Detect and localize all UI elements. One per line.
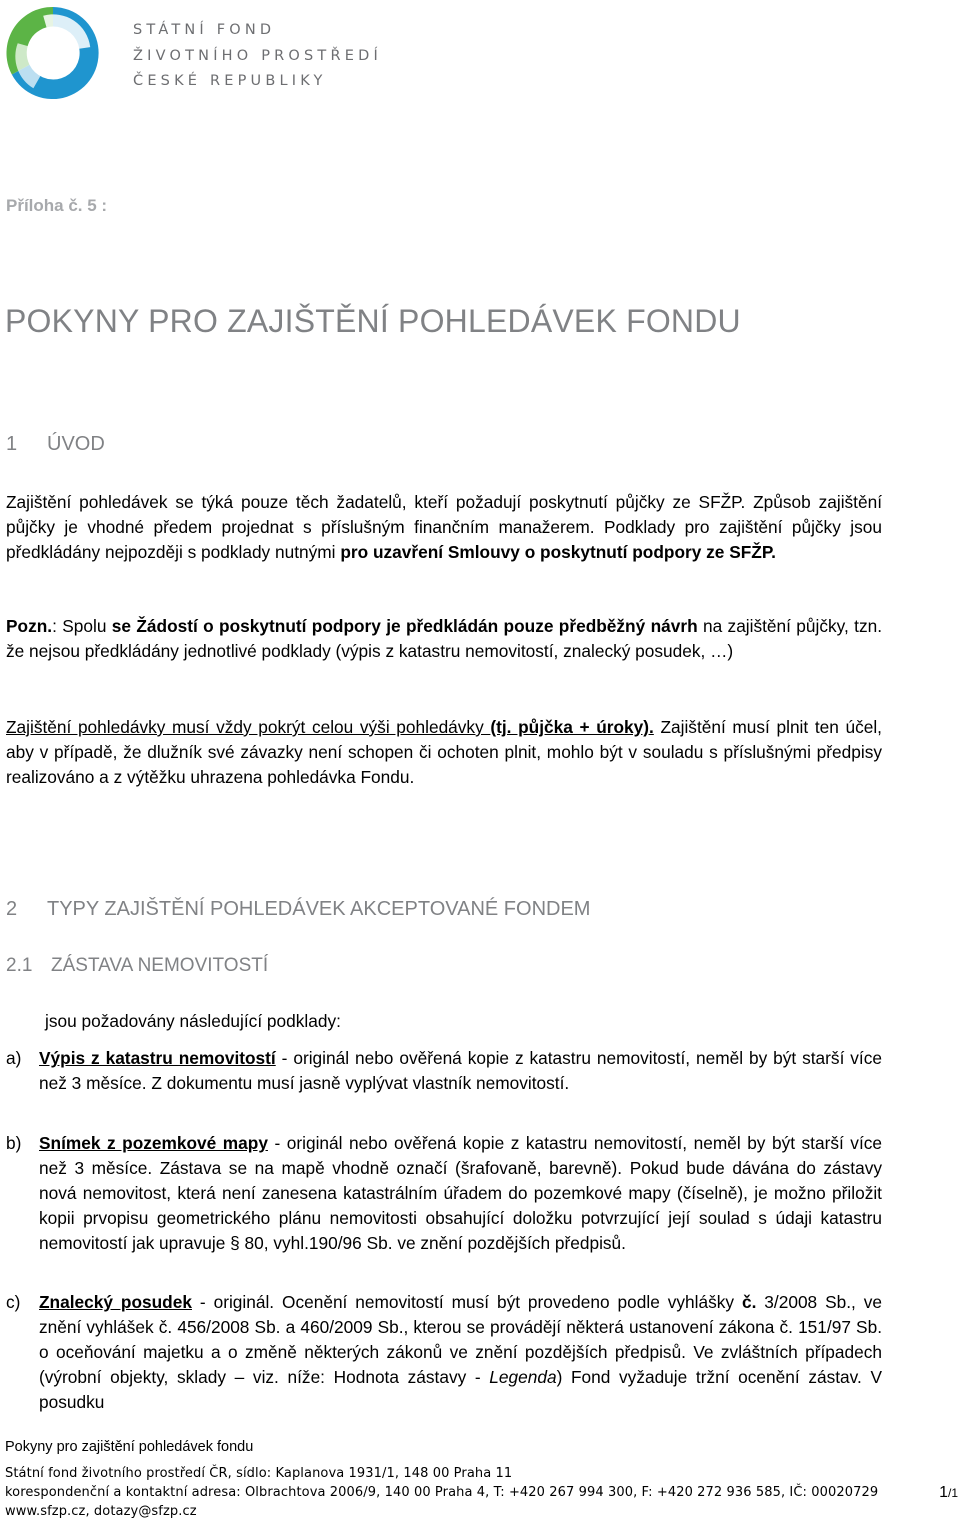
org-name-line-2: ŽIVOTNÍHO PROSTŘEDÍ	[133, 47, 382, 64]
org-name-line-3: ČESKÉ REPUBLIKY	[133, 73, 327, 89]
document-title: POKYNY PRO ZAJIŠTĚNÍ POHLEDÁVEK FONDU	[5, 303, 741, 339]
list-item-text: 3/2008 Sb., ve znění vyhlášek č. 456/2008 Sb. a 460/2009 Sb., kterou se provádějí některá ustanovení zákona č. 151/97 Sb. o oceňování majetku a o změně některých zákonů ve znění pozdějších předpisů. Ve zvláštních případech (výrobní objekty, sklady – viz. níže: Hodnota zástavy -	[39, 1292, 883, 1387]
section-1-heading	[6, 433, 105, 456]
footer-address-line: Státní fond životního prostředí ČR, sídlo: Kaplanova 1931/1, 148 00 Praha 11	[5, 1466, 513, 1481]
list-item-text-bold: č.	[741, 1292, 757, 1312]
list-item-label: c)	[6, 1292, 21, 1312]
intro-text-bold: pro uzavření Smlouvy o poskytnutí podpory ze SFŽP.	[340, 542, 776, 562]
list-item-text: - originál nebo ověřená kopie z katastru nemovitostí, neměl by být starší více než 3 měsíce. Z dokumentu musí jasně vyplývat vlastník nemovitostí.	[39, 1048, 882, 1093]
note-label: Pozn.	[6, 616, 53, 636]
requirements-intro: jsou požadovány následující podklady:	[45, 1011, 341, 1031]
coverage-paragraph	[6, 715, 882, 790]
footer-document-title: Pokyny pro zajištění pohledávek fondu	[5, 1439, 254, 1455]
section-2-heading	[6, 898, 590, 921]
section-2-number: 2	[6, 898, 18, 920]
subsection-2-1-heading	[6, 955, 268, 977]
footer-contact-line: korespondenční a kontaktní adresa: Olbrachtova 2006/9, 140 00 Praha 4, T: +420 267 994 300, F: +420 272 936 585, IČ: 00020729	[5, 1485, 879, 1500]
list-item-title: Výpis z katastru nemovitostí	[39, 1048, 276, 1068]
annex-label: Příloha č. 5 :	[6, 196, 108, 215]
list-item-text-italic: Legenda	[489, 1367, 557, 1387]
subsection-2-1-number: 2.1	[6, 955, 33, 976]
list-item-label: b)	[6, 1133, 22, 1153]
subsection-2-1-title: ZÁSTAVA NEMOVITOSTÍ	[51, 955, 269, 976]
sfzp-logo	[4, 4, 102, 102]
list-item-text: ) Fond vyžaduje tržní ocenění zástav. V posudku	[39, 1367, 882, 1412]
coverage-text: Zajištění musí plnit ten účel, aby v případě, že dlužník své závazky není schopen či ochoten plnit, mohlo být v souladu s příslušnými předpisy realizováno a z výtěžku uhrazena pohledávka Fondu.	[6, 717, 882, 787]
list-item-title: Snímek z pozemkové mapy	[39, 1133, 268, 1153]
section-1-number: 1	[6, 433, 18, 455]
intro-text: Zajištění pohledávek se týká pouze těch žadatelů, kteří požadují poskytnutí půjčky ze SFŽP. Způsob zajištění půjčky je vhodné předem projednat s příslušným finančním manažerem. Podklady pro zajištění půjčky jsou předkládány nejpozději s podklady nutnými	[6, 492, 882, 562]
list-item-label: a)	[6, 1048, 22, 1068]
page-current: 1	[939, 1484, 948, 1501]
org-name-line-1: STÁTNÍ FOND	[133, 22, 276, 38]
note-text-2: na zajištění půjčky, tzn. že nejsou předkládány jednotlivé podklady (výpis z katastru nemovitostí, znalecký posudek, …)	[6, 616, 882, 661]
organization-name	[133, 18, 382, 95]
list-item	[6, 1046, 882, 1096]
note-paragraph	[6, 614, 882, 664]
note-text-1: : Spolu	[52, 616, 112, 636]
page-number	[939, 1484, 958, 1502]
sfzp-logo-icon	[4, 4, 102, 102]
footer-web-line: www.sfzp.cz, dotazy@sfzp.cz	[5, 1504, 197, 1519]
list-item	[6, 1131, 882, 1256]
list-item-text: - originál nebo ověřená kopie z katastru nemovitostí, neměl by být starší více než 3 měsíce. Zástava se na mapě vhodně označí (šrafovaně, barevně). Pokud bude dávána do zástavy nová nemovitost, která není zanesena katastrálním úřadem do pozemkové mapy (číselně), je možno přiložit kopii prvopisu geometrického plánu nemovitosti obsahující doložku potvrzující její soulad s údaji katastru nemovitostí jak upravuje § 80, vyhl.190/96 Sb. ve znění pozdějších předpisů.	[39, 1133, 882, 1253]
list-item-title: Znalecký posudek	[39, 1292, 192, 1312]
section-2-title: TYPY ZAJIŠTĚNÍ POHLEDÁVEK AKCEPTOVANÉ FONDEM	[47, 898, 591, 920]
coverage-text-bold: (tj. půjčka + úroky).	[490, 717, 654, 737]
intro-paragraph	[6, 490, 882, 565]
coverage-text-underlined: Zajištění pohledávky musí vždy pokrýt celou výši pohledávky	[6, 717, 491, 737]
list-item-text: - originál. Ocenění nemovitostí musí být provedeno podle vyhlášky	[191, 1292, 742, 1312]
note-text-bold: se Žádostí o poskytnutí podpory je předkládán pouze předběžný návrh	[111, 616, 698, 636]
page-total: /1	[947, 1486, 958, 1500]
section-1-title: ÚVOD	[47, 433, 105, 455]
list-item	[6, 1290, 882, 1415]
